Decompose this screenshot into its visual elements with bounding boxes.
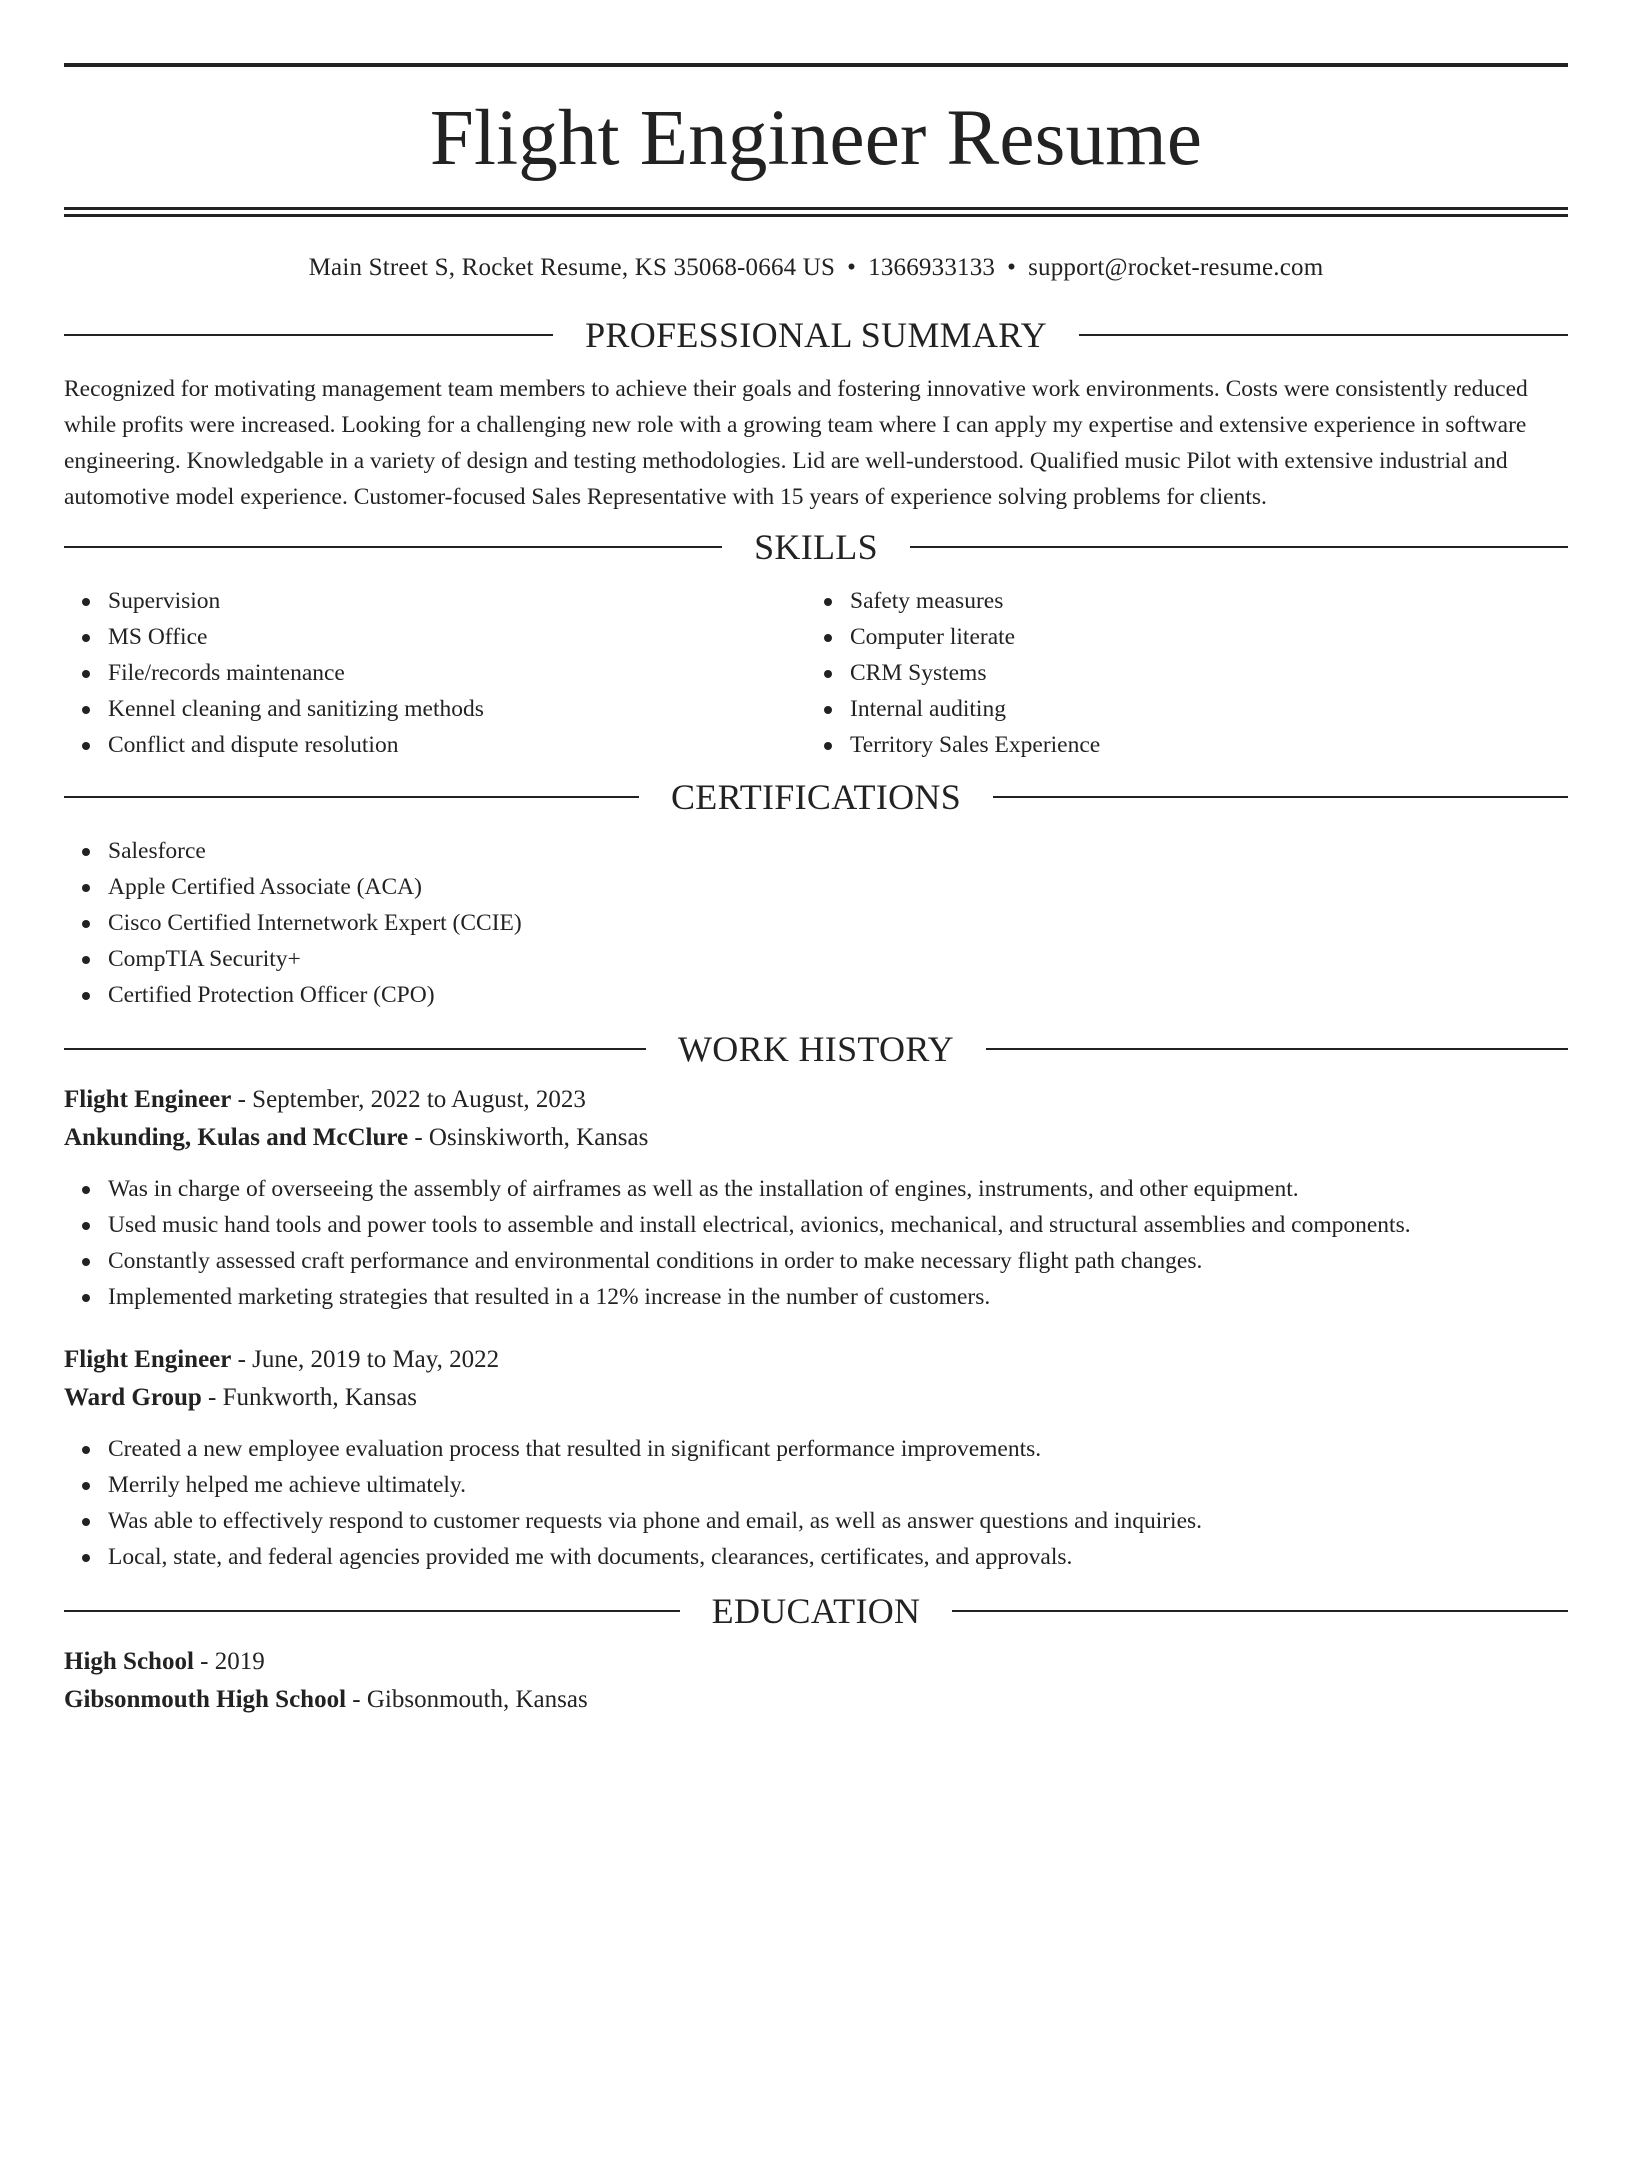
contact-line (64, 253, 1568, 283)
job-entry (64, 1081, 1568, 1315)
section-divider (64, 334, 553, 336)
education-entry (64, 1643, 1568, 1719)
education-location: - Gibsonmouth, Kansas (346, 1686, 588, 1713)
work-section-header (64, 1029, 1568, 1069)
contact-separator: • (1007, 254, 1017, 281)
job-duty-item: Merrily helped me achieve ultimately. (108, 1467, 1568, 1503)
section-divider (910, 546, 1568, 548)
job-duties (64, 1171, 1568, 1315)
section-divider (1079, 334, 1568, 336)
contact-separator: • (847, 254, 857, 281)
job-title: Flight Engineer (64, 1346, 232, 1373)
education-year: - 2019 (193, 1648, 265, 1675)
job-dates: - June, 2019 to May, 2022 (231, 1346, 500, 1373)
job-title: Flight Engineer (64, 1086, 232, 1113)
contact-email: support@rocket-resume.com (1028, 254, 1324, 281)
job-entry (64, 1341, 1568, 1575)
job-company: Ankunding, Kulas and McClure (64, 1124, 409, 1151)
resume-page (0, 63, 1632, 2175)
job-duty-item: Used music hand tools and power tools to assemble and install electrical, avionics, mechanical, and structural assemblies and components. (108, 1207, 1568, 1243)
skill-item: File/records maintenance (108, 655, 806, 691)
job-duty-item: Implemented marketing strategies that resulted in a 12% increase in the number of customers. (108, 1279, 1568, 1315)
job-location: - Osinskiworth, Kansas (408, 1124, 649, 1151)
job-company: Ward Group (64, 1384, 202, 1411)
education-heading: EDUCATION (711, 1591, 921, 1631)
skills-section-header (64, 527, 1568, 567)
job-location: - Funkworth, Kansas (201, 1384, 418, 1411)
summary-heading: PROFESSIONAL SUMMARY (585, 315, 1047, 355)
job-duty-item: Was able to effectively respond to customer requests via phone and email, as well as answer questions and inquiries. (108, 1503, 1568, 1539)
certifications-list (64, 833, 1568, 1013)
certification-item: Salesforce (108, 833, 1568, 869)
job-duty-item: Was in charge of overseeing the assembly of airframes as well as the installation of engines, instruments, and other equipment. (108, 1171, 1568, 1207)
skills-list (64, 583, 1568, 763)
education-school-line (64, 1681, 1568, 1719)
skill-item: Internal auditing (850, 691, 1568, 727)
skills-heading: SKILLS (754, 527, 878, 567)
certifications-section-header (64, 777, 1568, 817)
job-title-line (64, 1341, 1568, 1379)
skill-item: MS Office (108, 619, 806, 655)
section-divider (986, 1048, 1568, 1050)
certifications-heading: CERTIFICATIONS (670, 777, 962, 817)
certification-item: Cisco Certified Internetwork Expert (CCIE) (108, 905, 1568, 941)
section-divider (64, 1048, 646, 1050)
job-duty-item: Constantly assessed craft performance and environmental conditions in order to make necessary flight path changes. (108, 1243, 1568, 1279)
skill-item: Supervision (108, 583, 806, 619)
education-school: Gibsonmouth High School (64, 1686, 347, 1713)
job-title-line (64, 1081, 1568, 1119)
section-divider (993, 796, 1568, 798)
summary-text: Recognized for motivating management team members to achieve their goals and fostering innovative work environments. Costs were consistently reduced while profits were increased. Looking for a challenging new role with a growing team where I can apply my expertise and extensive experience in software engineering. Knowledgable in a variety of design and testing methodologies. Lid are well-understood. Qualified music Pilot with extensive industrial and automotive model experience. Customer-focused Sales Representative with 15 years of experience solving problems for clients. (64, 376, 1528, 510)
skill-item: CRM Systems (850, 655, 1568, 691)
section-divider (952, 1610, 1568, 1612)
contact-phone: 1366933133 (868, 254, 996, 281)
skills-column-right (806, 583, 1568, 763)
section-divider (64, 796, 639, 798)
contact-address: Main Street S, Rocket Resume, KS 35068-0664 US (308, 254, 836, 281)
skill-item: Safety measures (850, 583, 1568, 619)
job-duties (64, 1431, 1568, 1575)
job-duty-item: Local, state, and federal agencies provided me with documents, clearances, certificates, and approvals. (108, 1539, 1568, 1575)
education-section-header (64, 1591, 1568, 1631)
certification-item: Apple Certified Associate (ACA) (108, 869, 1568, 905)
skill-item: Territory Sales Experience (850, 727, 1568, 763)
education-degree: High School (64, 1648, 194, 1675)
title-double-rule (64, 207, 1568, 217)
work-heading: WORK HISTORY (678, 1029, 954, 1069)
job-dates: - September, 2022 to August, 2023 (231, 1086, 586, 1113)
skill-item: Computer literate (850, 619, 1568, 655)
summary-section-header (64, 315, 1568, 355)
job-company-line (64, 1119, 1568, 1157)
skill-item: Conflict and dispute resolution (108, 727, 806, 763)
job-company-line (64, 1379, 1568, 1417)
section-divider (64, 546, 722, 548)
certification-item: Certified Protection Officer (CPO) (108, 977, 1568, 1013)
job-duty-item: Created a new employee evaluation process that resulted in significant performance improvements. (108, 1431, 1568, 1467)
skill-item: Kennel cleaning and sanitizing methods (108, 691, 806, 727)
certification-item: CompTIA Security+ (108, 941, 1568, 977)
resume-title: Flight Engineer Resume (429, 95, 1203, 182)
section-divider (64, 1610, 680, 1612)
education-degree-line (64, 1643, 1568, 1681)
skills-column-left (64, 583, 806, 763)
